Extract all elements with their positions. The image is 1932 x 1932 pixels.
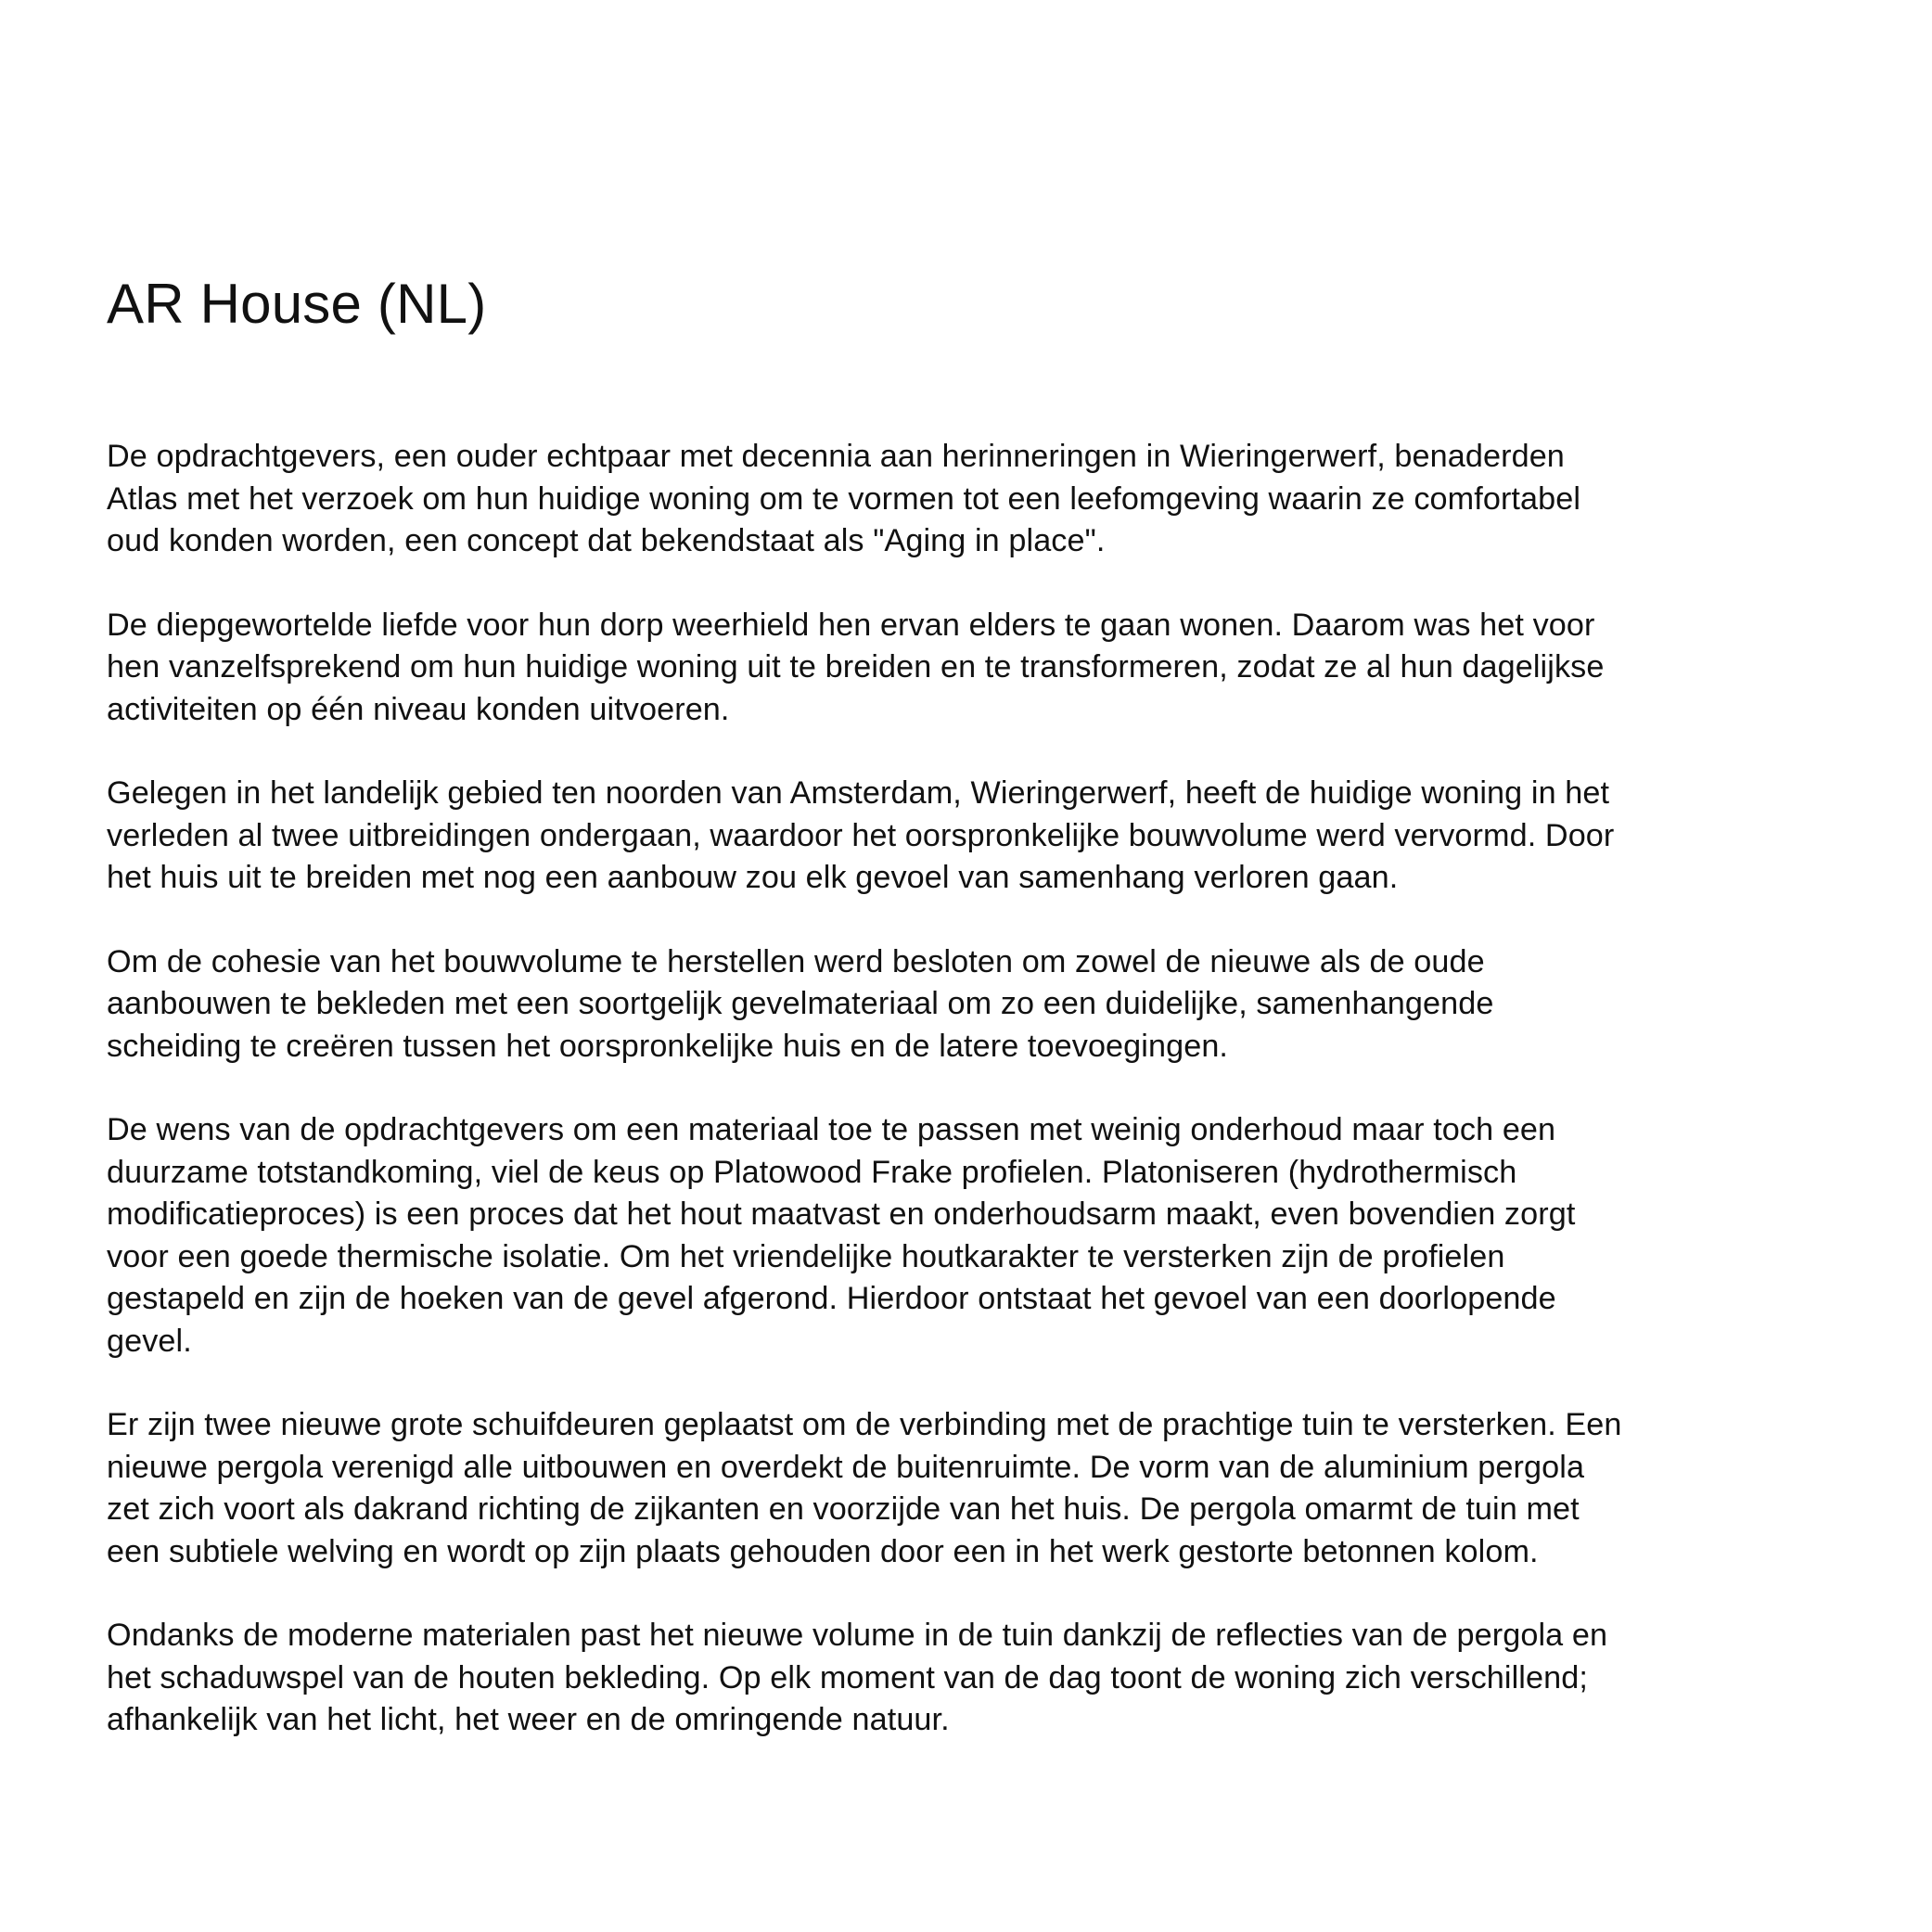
text-line: gestapeld en zijn de hoeken van de gevel afgerond. Hierdoor ontstaat het gevoel van een doorlopende [107,1281,1556,1316]
text-line: afhankelijk van het licht, het weer en de omringende natuur. [107,1702,950,1737]
text-line: De diepgewortelde liefde voor hun dorp weerhield hen ervan elders te gaan wonen. Daarom was het voor [107,607,1595,643]
text-line: Om de cohesie van het bouwvolume te herstellen werd besloten om zowel de nieuwe als de oude [107,943,1485,979]
text-line: modificatieproces) is een proces dat het hout maatvast en onderhoudsarm maakt, even bovendien zorgt [107,1196,1576,1232]
text-line: Ondanks de moderne materialen past het nieuwe volume in de tuin dankzij de reflecties van de pergola en [107,1618,1608,1653]
text-line: hen vanzelfsprekend om hun huidige woning uit te breiden en te transformeren, zodat ze al hun dagelijkse [107,649,1605,685]
text-line: het huis uit te breiden met nog een aanbouw zou elk gevoel van samenhang verloren gaan. [107,860,1399,895]
page-title: AR House (NL) [107,273,487,335]
paragraph-pergola [107,1404,1832,1573]
text-line: De opdrachtgevers, een ouder echtpaar met decennia aan herinneringen in Wieringerwerf, benaderden [107,439,1565,474]
paragraph-location [107,773,1832,900]
text-line: activiteiten op één niveau konden uitvoeren. [107,691,730,727]
text-line: verleden al twee uitbreidingen ondergaan, waardoor het oorspronkelijke bouwvolume werd vervormd. Door [107,817,1615,853]
text-line: voor een goede thermische isolatie. Om het vriendelijke houtkarakter te versterken zijn de profielen [107,1238,1505,1274]
text-line: aanbouwen te bekleden met een soortgelijk gevelmateriaal om zo een duidelijke, samenhangende [107,986,1494,1021]
text-line: gevel. [107,1323,192,1359]
paragraph-village [107,605,1832,732]
text-line: zet zich voort als dakrand richting de zijkanten en voorzijde van het huis. De pergola omarmt de tuin met [107,1491,1580,1527]
paragraph-material [107,1109,1832,1363]
text-line: duurzame totstandkoming, viel de keus op Platowood Frake profielen. Platoniseren (hydrothermisch [107,1154,1517,1190]
document-body [107,436,1832,1784]
text-line: nieuwe pergola verenigd alle uitbouwen en overdekt de buitenruimte. De vorm van de aluminium pergola [107,1449,1585,1485]
text-line: scheiding te creëren tussen het oorspronkelijke huis en de latere toevoegingen. [107,1028,1229,1064]
paragraph-intro [107,436,1832,563]
text-line: De wens van de opdrachtgevers om een materiaal toe te passen met weinig onderhoud maar toch een [107,1112,1556,1147]
text-line: het schaduwspel van de houten bekleding. Op elk moment van de dag toont de woning zich verschillend; [107,1659,1588,1695]
text-line: Er zijn twee nieuwe grote schuifdeuren geplaatst om de verbinding met de prachtige tuin te versterken. Een [107,1407,1622,1442]
text-line: Gelegen in het landelijk gebied ten noorden van Amsterdam, Wieringerwerf, heeft de huidige woning in het [107,775,1610,811]
text-line: een subtiele welving en wordt op zijn plaats gehouden door een in het werk gestorte betonnen kolom. [107,1533,1539,1569]
text-line: oud konden worden, een concept dat bekendstaat als "Aging in place". [107,523,1106,558]
paragraph-conclusion [107,1615,1832,1742]
text-line: Atlas met het verzoek om hun huidige woning om te vormen tot een leefomgeving waarin ze comfortabel [107,480,1581,517]
paragraph-cohesion [107,941,1832,1068]
